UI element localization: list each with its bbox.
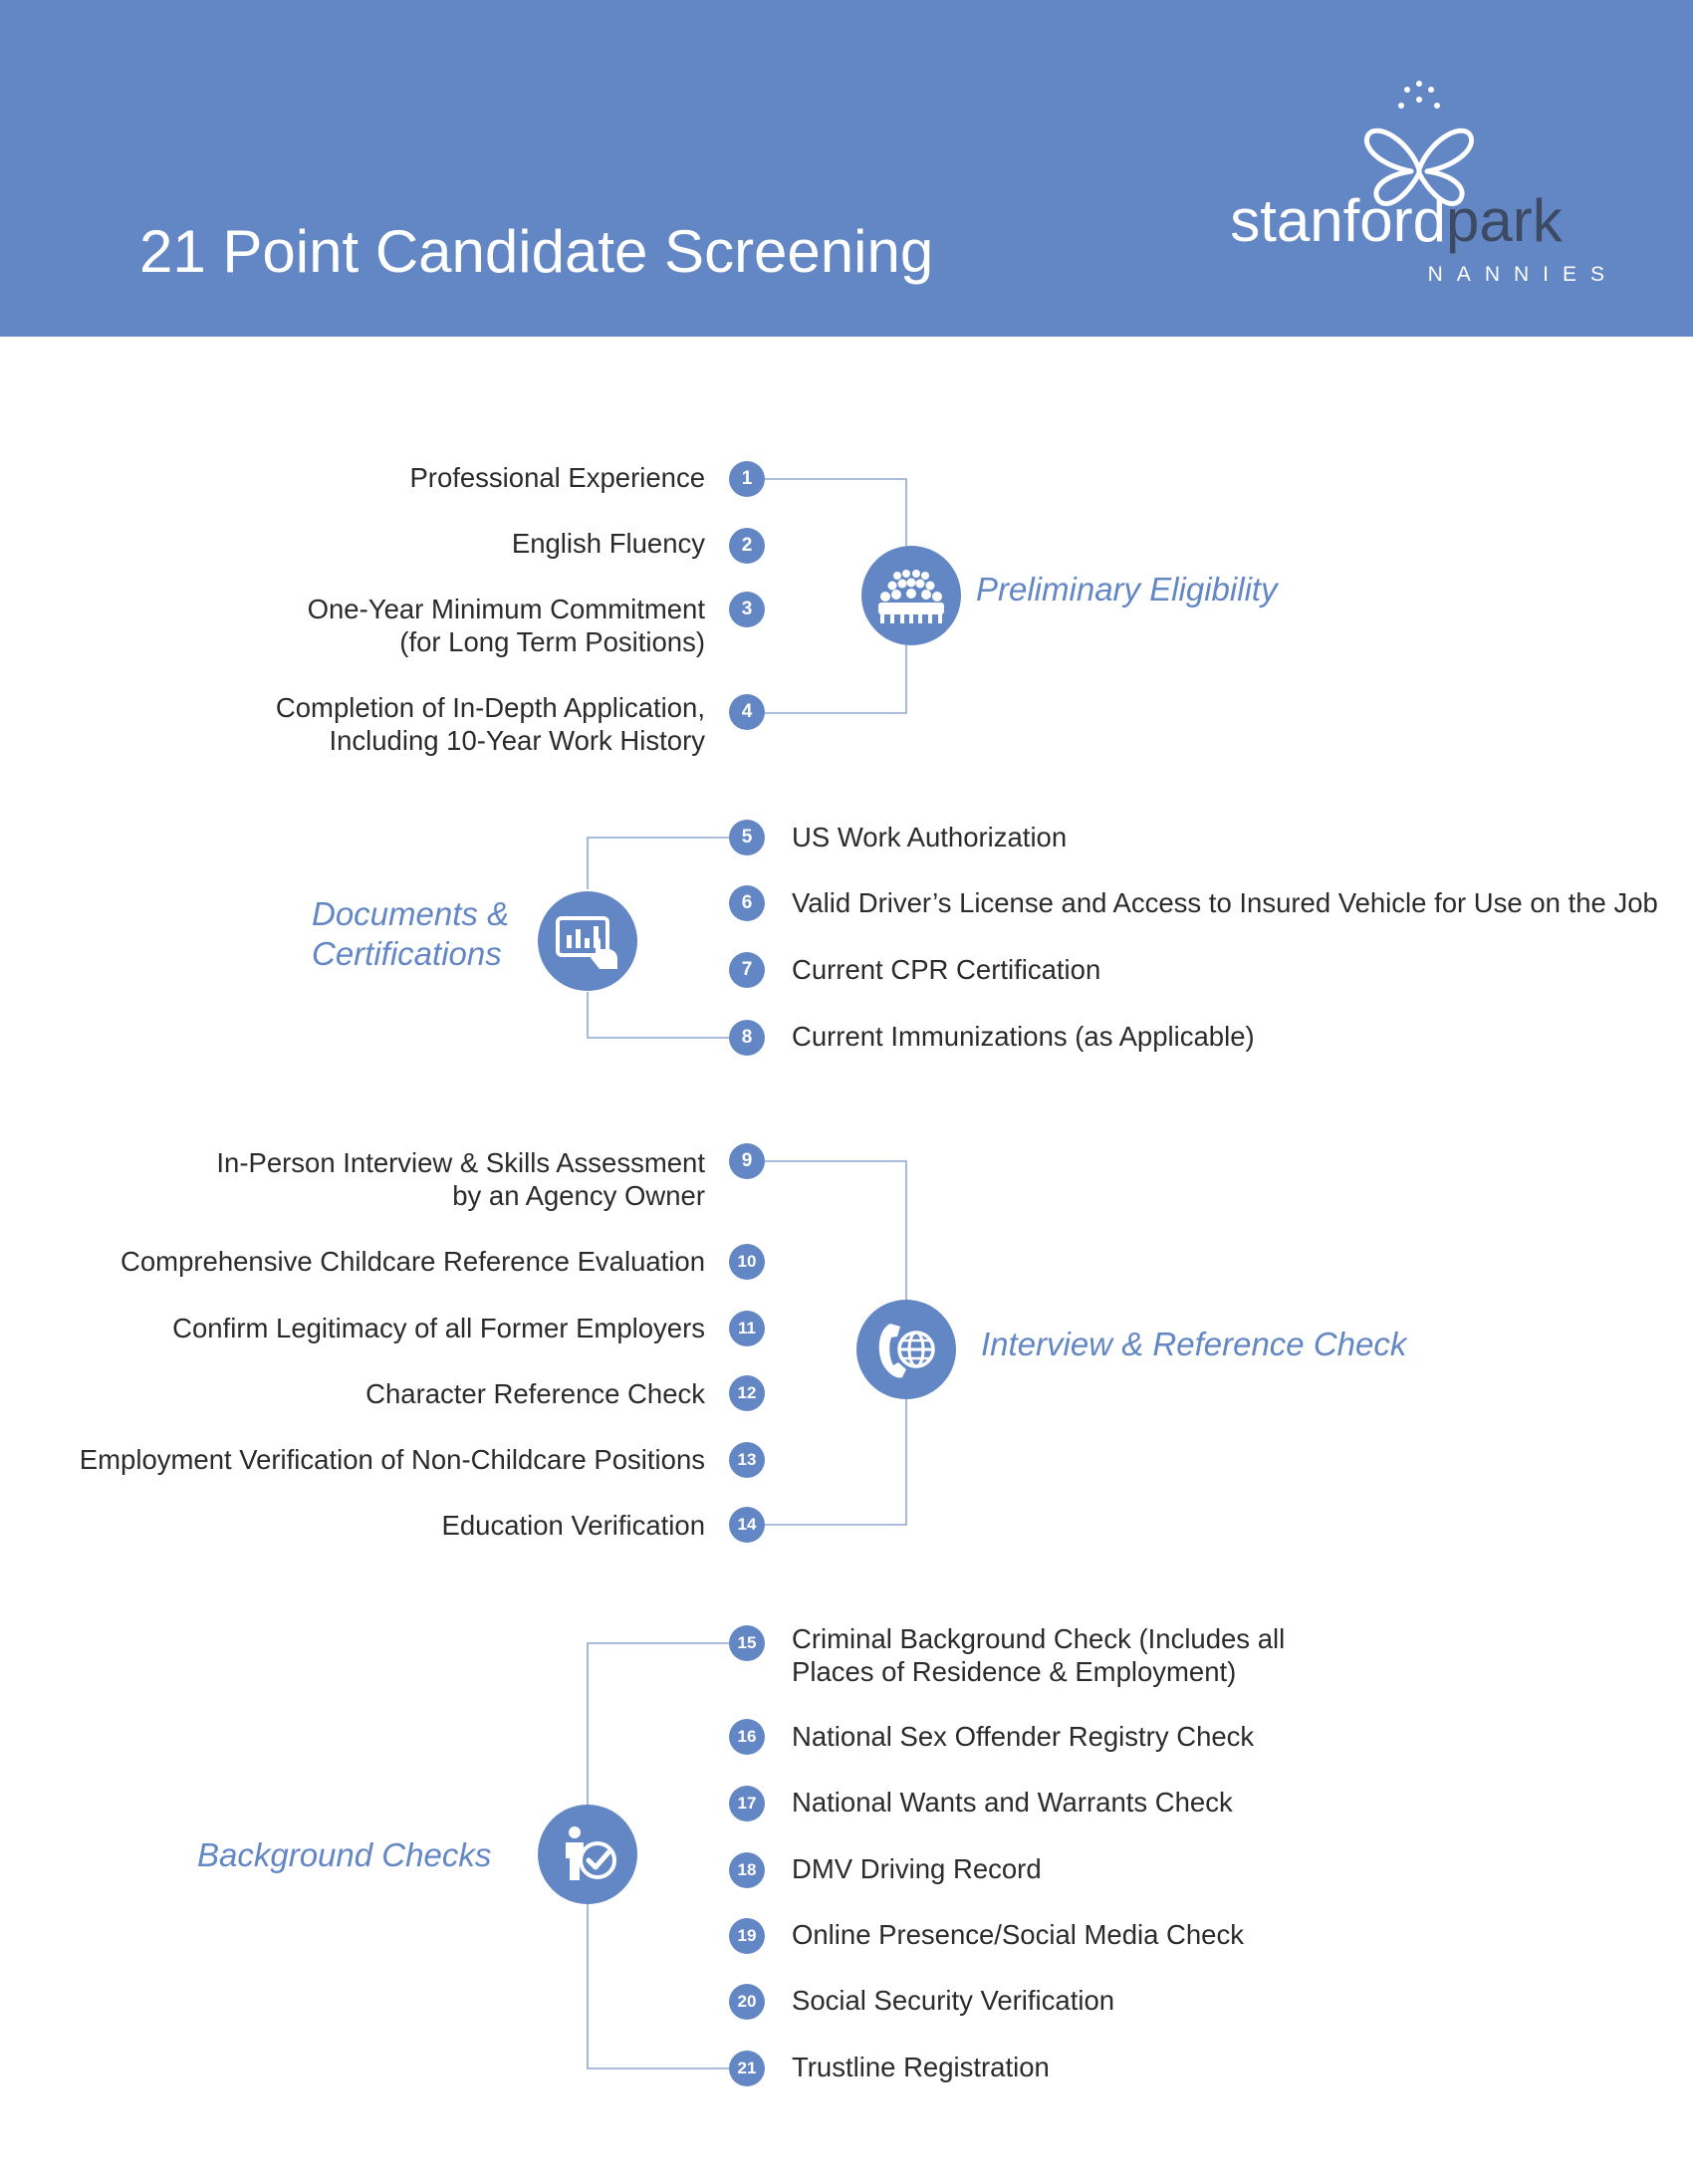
list-item: Comprehensive Childcare Reference Evaluation [121, 1246, 705, 1277]
category-label-preliminary: Preliminary Eligibility [976, 571, 1278, 607]
list-item: Employment Verification of Non-Childcare Positions [79, 1444, 705, 1475]
brand-name-part2: park [1446, 187, 1563, 254]
list-item: Trustline Registration [792, 2052, 1050, 2082]
item-number-badge: 21 [729, 2051, 765, 2086]
list-item: National Wants and Warrants Check [792, 1787, 1233, 1818]
document-chart-hand-icon [538, 891, 637, 991]
person-checkmark-icon [538, 1805, 637, 1904]
category-label-interview: Interview & Reference Check [981, 1326, 1407, 1362]
brand-name-part1: stanford [1230, 187, 1446, 254]
item-number-badge: 14 [729, 1507, 765, 1543]
list-item: National Sex Offender Registry Check [792, 1721, 1255, 1752]
list-item: English Fluency [511, 528, 705, 559]
item-number-badge: 1 [729, 461, 765, 497]
list-item: Professional Experience [409, 462, 705, 493]
item-number-badge: 17 [729, 1786, 765, 1821]
list-item: DMV Driving Record [792, 1853, 1042, 1884]
phone-globe-icon [856, 1300, 956, 1399]
item-number-badge: 6 [729, 885, 765, 921]
item-number-badge: 16 [729, 1719, 765, 1755]
list-item: Character Reference Check [365, 1378, 705, 1409]
list-item: Current CPR Certification [792, 954, 1101, 985]
category-label-background: Background Checks [197, 1836, 492, 1873]
item-number-badge: 20 [729, 1984, 765, 2020]
item-number-badge: 18 [729, 1852, 765, 1888]
list-item: In-Person Interview & Skills Assessment by an Agency Owner [216, 1147, 705, 1211]
page-title: 21 Point Candidate Screening [139, 218, 934, 285]
item-number-badge: 9 [729, 1143, 765, 1179]
list-item: Education Verification [441, 1510, 705, 1541]
item-number-badge: 7 [729, 952, 765, 988]
item-number-badge: 2 [729, 528, 765, 564]
item-number-badge: 8 [729, 1020, 765, 1056]
item-number-badge: 3 [729, 592, 765, 627]
brand-tagline: NANNIES [1427, 263, 1618, 286]
list-item: Current Immunizations (as Applicable) [792, 1021, 1255, 1052]
item-number-badge: 11 [729, 1311, 765, 1346]
item-number-badge: 5 [729, 820, 765, 855]
list-item: Online Presence/Social Media Check [792, 1919, 1244, 1950]
list-item: Confirm Legitimacy of all Former Employers [172, 1313, 705, 1343]
category-label-documents: Documents & Certifications [312, 895, 510, 972]
item-number-badge: 10 [729, 1244, 765, 1280]
item-number-badge: 15 [729, 1625, 765, 1661]
item-number-badge: 13 [729, 1442, 765, 1478]
item-number-badge: 19 [729, 1918, 765, 1954]
group-of-people-icon [861, 546, 961, 645]
list-item: Valid Driver’s License and Access to Insured Vehicle for Use on the Job [792, 887, 1658, 918]
item-number-badge: 4 [729, 694, 765, 730]
list-item: Criminal Background Check (Includes all Places of Residence & Employment) [792, 1623, 1286, 1687]
list-item: US Work Authorization [792, 822, 1068, 852]
list-item: Completion of In-Depth Application, Including 10-Year Work History [275, 692, 705, 756]
item-number-badge: 12 [729, 1375, 765, 1411]
list-item: Social Security Verification [792, 1985, 1115, 2016]
list-item: One-Year Minimum Commitment (for Long Term Positions) [307, 594, 705, 657]
